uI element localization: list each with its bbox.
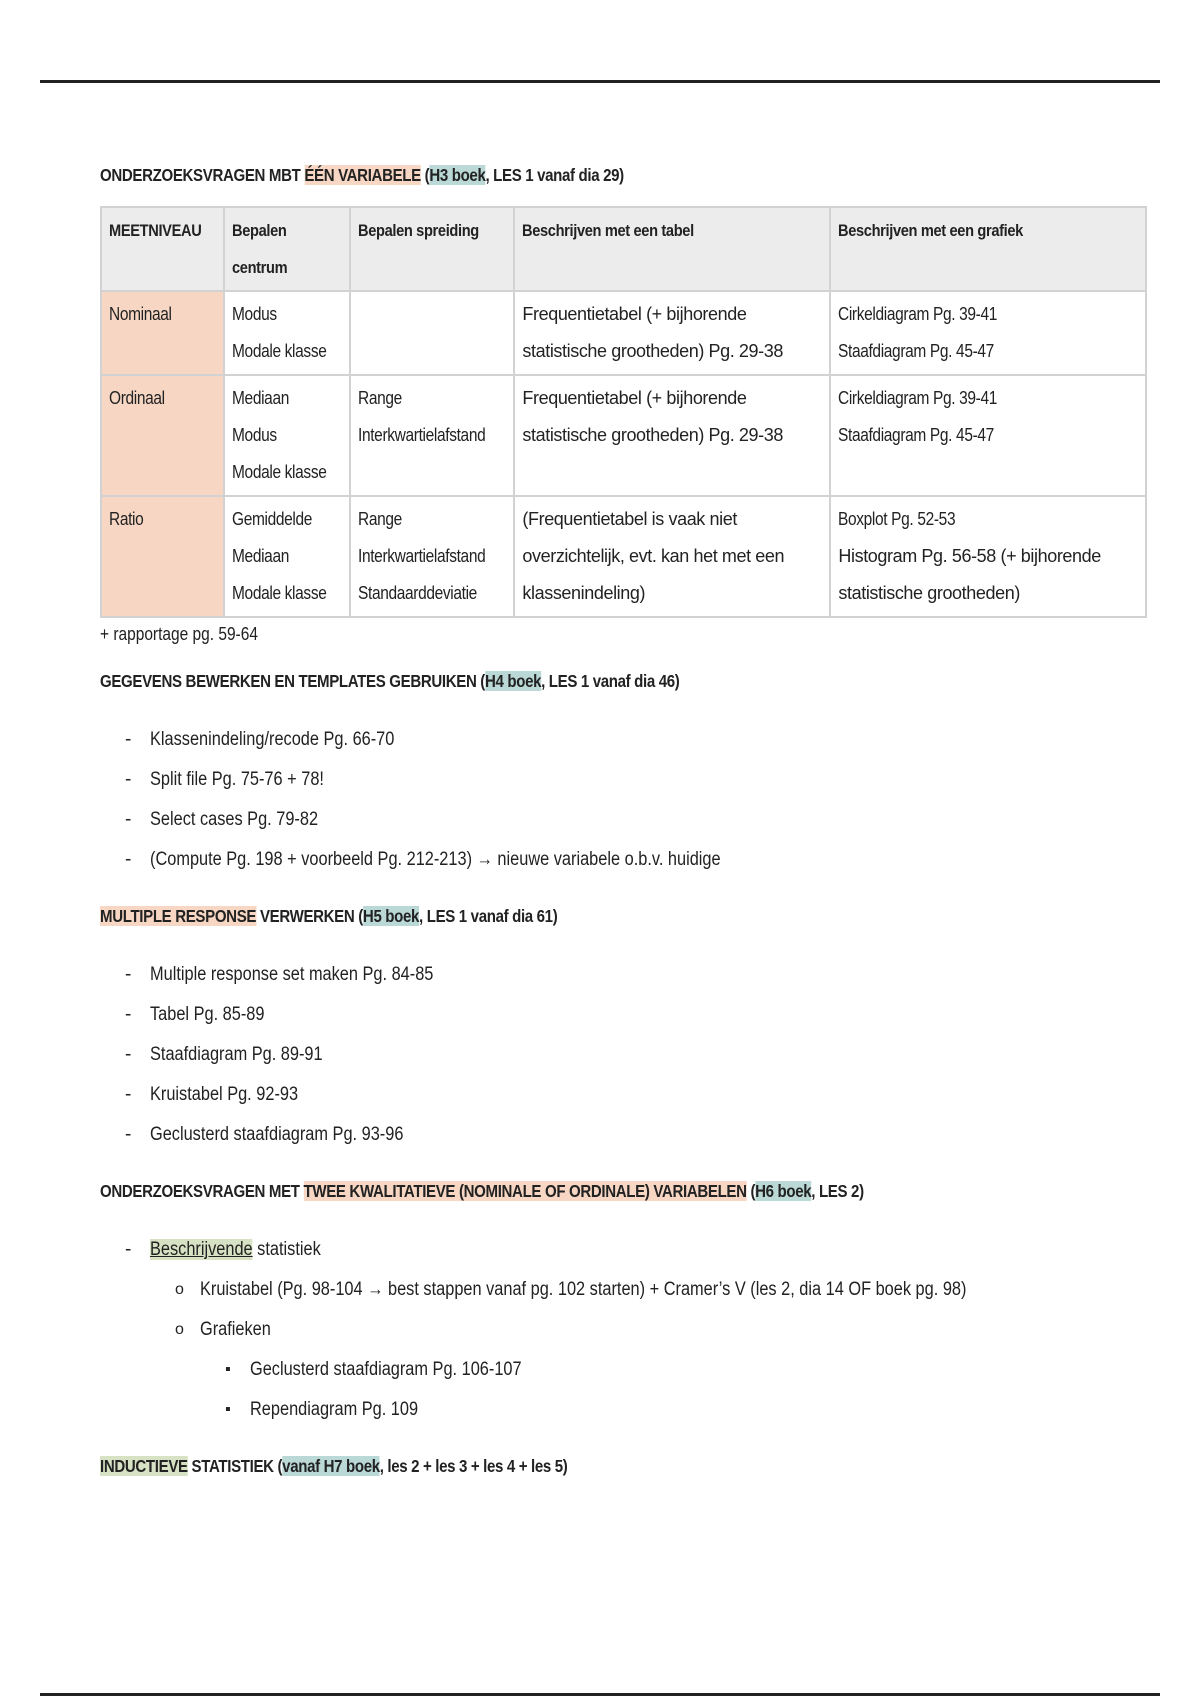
table-header: Bepalen spreiding — [350, 207, 514, 291]
tabel-cell: Frequentietabel (+ bijhorende statistische grootheden) Pg. 29-38 — [514, 375, 830, 496]
sub-list-item: o Kruistabel (Pg. 98-104 → best stappen vanaf pg. 102 starten) + Cramer’s V (les 2, dia 14 OF boek pg. 98) — [150, 1270, 1100, 1310]
spreiding-cell: Range Interkwartielafstand Standaarddeviatie — [350, 496, 514, 617]
sub-list-item: o Grafieken ▪ Geclusterd staafdiagram Pg. 106-107 ▪ Rependiagram Pg. 109 — [150, 1310, 1100, 1430]
gegevens-bewerken-list — [100, 720, 1100, 880]
centrum-cell: Modus Modale klasse — [224, 291, 350, 375]
list-item: - Klassenindeling/recode Pg. 66-70 — [100, 720, 1100, 760]
tabel-cell: Frequentietabel (+ bijhorende statistische grootheden) Pg. 29-38 — [514, 291, 830, 375]
table-header-row — [101, 207, 1146, 291]
section-heading-twee-kwalitatieve: ONDERZOEKSVRAGEN MET TWEE KWALITATIEVE (NOMINALE OF ORDINALE) VARIABELEN (H6 boek, LES 2) — [100, 1181, 864, 1201]
list-item: - Staafdiagram Pg. 89-91 — [100, 1035, 1100, 1075]
grafiek-cell: Boxplot Pg. 52-53 Histogram Pg. 56-58 (+ bijhorende statistische grootheden) — [830, 496, 1146, 617]
table-header: MEETNIVEAU — [101, 207, 224, 291]
centrum-cell: Mediaan Modus Modale klasse — [224, 375, 350, 496]
list-item: - Beschrijvende statistiek o Kruistabel (Pg. 98-104 → best stappen vanaf pg. 102 starten) + Cramer’s V (les 2, dia 14 OF boek pg. 98) o Grafieken ▪ Geclusterd staafdiagram Pg. 106-107 ▪ Rependiagram Pg. 109 — [100, 1230, 1100, 1430]
section-heading-gegevens-bewerken: GEGEVENS BEWERKEN EN TEMPLATES GEBRUIKEN (H4 boek, LES 1 vanaf dia 46) — [100, 671, 680, 691]
list-item: - Split file Pg. 75-76 + 78! — [100, 760, 1100, 800]
level-cell: Ordinaal — [101, 375, 224, 496]
highlight-book-h4: H4 boek — [484, 671, 542, 691]
centrum-cell: Gemiddelde Mediaan Modale klasse — [224, 496, 350, 617]
grafiek-cell: Cirkeldiagram Pg. 39-41 Staafdiagram Pg. 45-47 — [830, 291, 1146, 375]
highlight-multiple-response: MULTIPLE RESPONSE — [100, 906, 257, 926]
list-item: - Multiple response set maken Pg. 84-85 — [100, 955, 1100, 995]
highlight-twee-kwalitatieve: TWEE KWALITATIEVE (NOMINALE OF ORDINALE) VARIABELEN — [303, 1181, 747, 1201]
highlight-book-h7: vanaf H7 boek — [282, 1456, 380, 1476]
section-heading-inductieve-statistiek: INDUCTIEVE STATISTIEK (vanaf H7 boek, les 2 + les 3 + les 4 + les 5) — [100, 1456, 568, 1476]
table-row — [101, 375, 1146, 496]
list-item: - Kruistabel Pg. 92-93 — [100, 1075, 1100, 1115]
list-item: - Geclusterd staafdiagram Pg. 93-96 — [100, 1115, 1100, 1155]
tabel-cell: (Frequentietabel is vaak niet overzichtelijk, evt. kan het met een klassenindeling) — [514, 496, 830, 617]
spreiding-cell — [350, 291, 514, 375]
highlight-book-h6: H6 boek — [755, 1181, 812, 1201]
highlight-beschrijvende: Beschrijvende — [150, 1239, 253, 1260]
table-header: Beschrijven met een grafiek — [830, 207, 1146, 291]
sub-list — [150, 1270, 1100, 1430]
table-header: Beschrijven met een tabel — [514, 207, 830, 291]
highlight-book-h5: H5 boek — [362, 906, 420, 926]
highlight-book-h3: H3 boek — [429, 165, 486, 185]
spreiding-cell: Range Interkwartielafstand — [350, 375, 514, 496]
sub-sub-list — [200, 1350, 1100, 1430]
multiple-response-list — [100, 955, 1100, 1155]
measurement-level-table — [100, 206, 1147, 618]
bottom-rule — [40, 1693, 1160, 1696]
top-rule — [40, 80, 1160, 83]
table-footnote: + rapportage pg. 59-64 — [100, 624, 258, 644]
table-row — [101, 496, 1146, 617]
document-body — [100, 165, 1100, 1477]
list-item: - Select cases Pg. 79-82 — [100, 800, 1100, 840]
list-item: - (Compute Pg. 198 + voorbeeld Pg. 212-213) → nieuwe variabele o.b.v. huidige — [100, 840, 1100, 880]
level-cell: Nominaal — [101, 291, 224, 375]
sub-sub-list-item: ▪ Rependiagram Pg. 109 — [200, 1390, 1100, 1430]
highlight-een-variabele: ÉÉN VARIABELE — [304, 165, 421, 185]
section-heading-een-variabele: ONDERZOEKSVRAGEN MBT ÉÉN VARIABELE (H3 boek, LES 1 vanaf dia 29) — [100, 165, 624, 185]
table-row — [101, 291, 1146, 375]
section-heading-multiple-response: MULTIPLE RESPONSE VERWERKEN (H5 boek, LES 1 vanaf dia 61) — [100, 906, 558, 926]
twee-kwalitatieve-list — [100, 1230, 1100, 1430]
highlight-inductieve: INDUCTIEVE — [100, 1456, 188, 1476]
grafiek-cell: Cirkeldiagram Pg. 39-41 Staafdiagram Pg. 45-47 — [830, 375, 1146, 496]
sub-sub-list-item: ▪ Geclusterd staafdiagram Pg. 106-107 — [200, 1350, 1100, 1390]
list-item: - Tabel Pg. 85-89 — [100, 995, 1100, 1035]
table-header: Bepalen centrum — [224, 207, 350, 291]
level-cell: Ratio — [101, 496, 224, 617]
